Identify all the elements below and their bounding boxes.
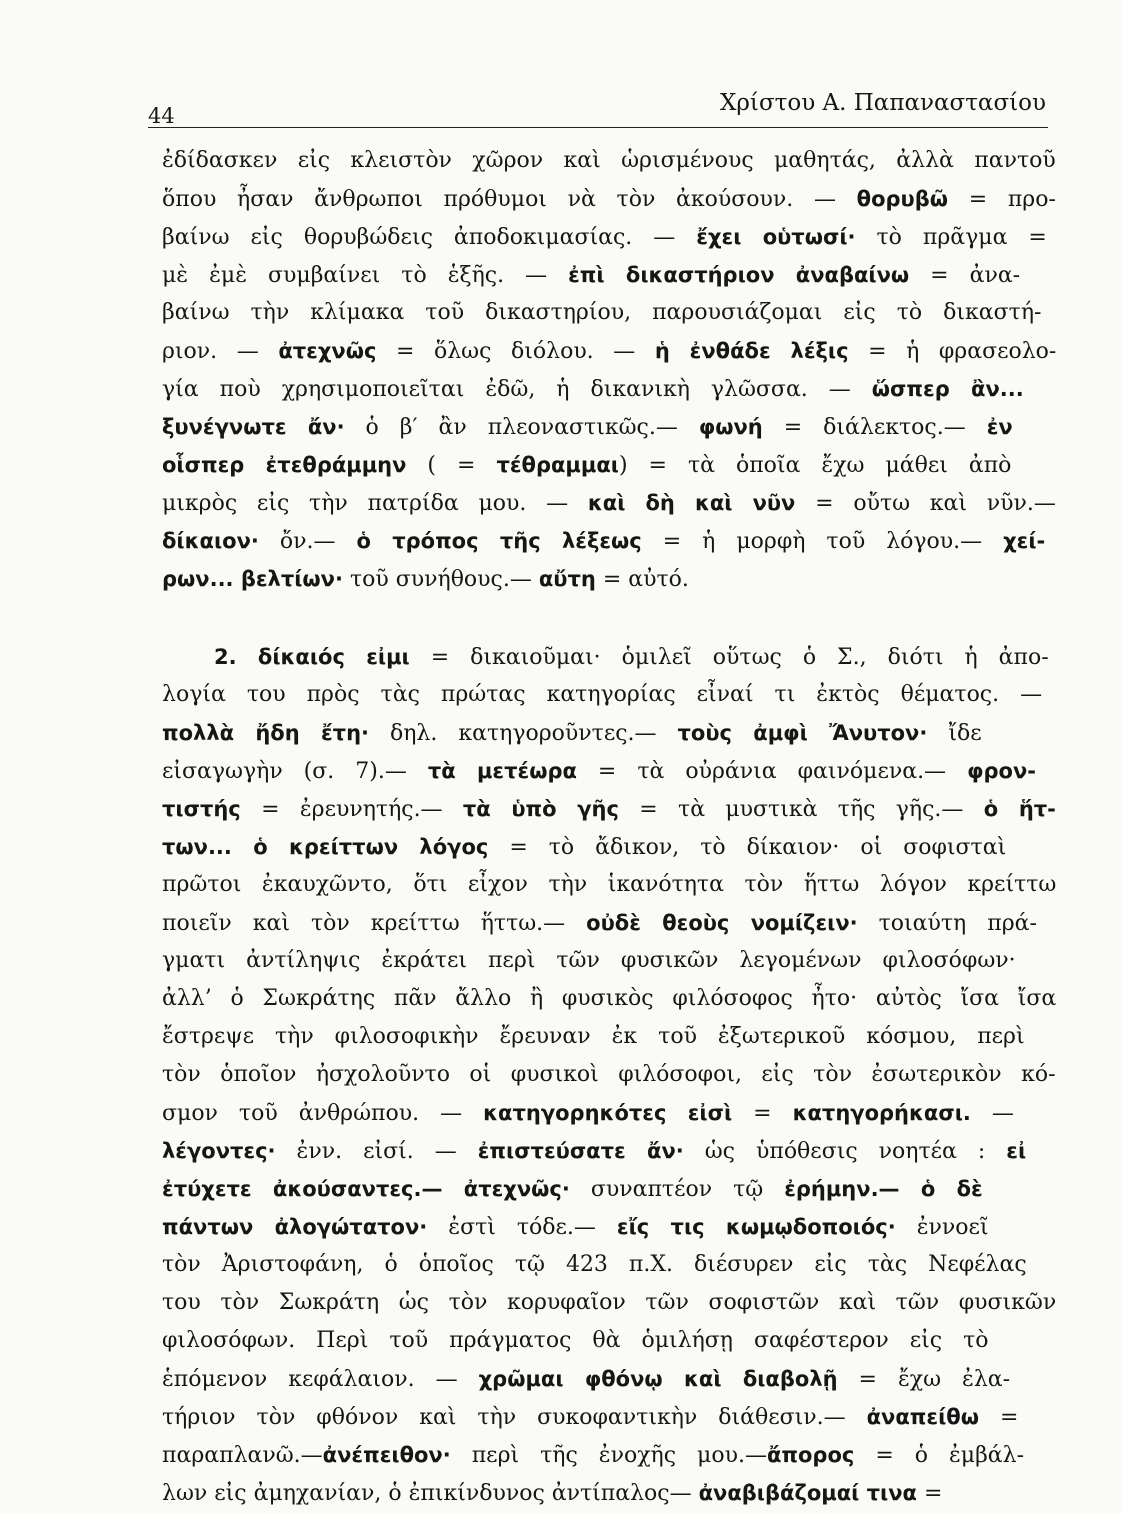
gloss-text: = bbox=[978, 1405, 1019, 1430]
lemma: τιστής bbox=[162, 797, 241, 821]
line-content bbox=[162, 1208, 989, 1247]
gloss-text: ἑπόμενον κεφάλαιον. — bbox=[162, 1367, 479, 1392]
lemma: εἰ bbox=[1006, 1139, 1027, 1163]
gloss-text: = ἡ φρασεολο- bbox=[848, 339, 1057, 364]
gloss-text: ἐνν. εἰσί. — bbox=[275, 1139, 478, 1164]
line-content bbox=[162, 1094, 1014, 1133]
lemma: ἐτύχετε ἀκούσαντες.— ἀτεχνῶς· bbox=[162, 1177, 570, 1201]
gloss-text: ἐστὶ τόδε.— bbox=[427, 1215, 617, 1240]
gloss-text: ποιεῖν καὶ τὸν κρείττω ἥττω.— bbox=[162, 911, 587, 936]
gloss-text: γματι ἀντίληψις ἐκράτει περὶ τῶν φυσικῶν λεγομένων φιλοσόφων· bbox=[162, 948, 1016, 973]
line-content bbox=[162, 676, 1042, 714]
lemma: τὰ ὑπὸ γῆς bbox=[462, 797, 619, 821]
line-content bbox=[162, 980, 1056, 1018]
text-line bbox=[162, 790, 1056, 828]
lemma: εἴς τις κωμῳδοποιός· bbox=[616, 1215, 896, 1239]
line-content bbox=[162, 1018, 1025, 1056]
line-content bbox=[162, 522, 1045, 561]
lemma: φωνή bbox=[698, 415, 763, 439]
lemma: πολλὰ ἤδη ἔτη· bbox=[162, 721, 370, 745]
text-line bbox=[162, 1056, 1056, 1094]
text-line bbox=[162, 676, 1056, 714]
gloss-text: ὄν.— bbox=[258, 529, 357, 554]
line-content bbox=[162, 904, 1037, 943]
lemma: ἡ ἐνθάδε λέξις bbox=[654, 339, 849, 363]
lemma: ρων... βελτίων· bbox=[162, 567, 343, 591]
text-line bbox=[162, 1094, 1056, 1132]
lemma: ἄπορος bbox=[766, 1443, 855, 1467]
lemma: ἔχει οὑτωσί· bbox=[696, 225, 856, 249]
commentary-text bbox=[162, 142, 1056, 1512]
paragraph-2 bbox=[162, 638, 1056, 1512]
lemma: ξυνέγνωτε ἄν· bbox=[162, 415, 345, 439]
text-line bbox=[162, 980, 1056, 1018]
gloss-text: = ὁ ἐμβάλ- bbox=[854, 1443, 1025, 1468]
text-line bbox=[162, 1474, 1056, 1512]
lemma: ἐν bbox=[986, 415, 1013, 439]
line-content bbox=[162, 484, 1056, 523]
gloss-text: τοῦ συνήθους.— bbox=[342, 567, 539, 592]
line-content bbox=[162, 714, 982, 753]
running-head: Χρίστου Α. Παπαναστασίου bbox=[720, 90, 1046, 116]
lemma: κατηγορηκότες εἰσὶ bbox=[483, 1101, 733, 1125]
gloss-text: περὶ τῆς ἐνοχῆς μου.— bbox=[450, 1443, 767, 1468]
gloss-text: του τὸν Σωκράτη ὡς τὸν κορυφαῖον τῶν σοφιστῶν καὶ τῶν φυσικῶν bbox=[162, 1290, 1057, 1315]
gloss-text: δηλ. κατηγοροῦντες.— bbox=[369, 721, 678, 746]
gloss-text: = bbox=[732, 1101, 793, 1126]
page-header bbox=[148, 86, 1048, 126]
page-number: 44 bbox=[148, 104, 175, 128]
lemma: οἷσπερ ἐτεθράμμην bbox=[162, 453, 407, 477]
line-content bbox=[162, 1322, 989, 1360]
line-content bbox=[162, 218, 1047, 257]
lemma: τὰ μετέωρα bbox=[427, 759, 577, 783]
lemma: δίκαιον· bbox=[162, 529, 259, 553]
text-line bbox=[162, 942, 1056, 980]
lemma: πάντων ἀλογώτατον· bbox=[162, 1215, 428, 1239]
gloss-text: = bbox=[916, 1481, 943, 1506]
lemma: ἀτεχνῶς bbox=[278, 339, 377, 363]
lemma: ἐπὶ δικαστήριον ἀναβαίνω bbox=[568, 263, 910, 287]
lemma: των... ὁ κρείττων λόγος bbox=[162, 835, 489, 859]
text-line bbox=[162, 1170, 1056, 1208]
lemma: χρῶμαι φθόνῳ καὶ διαβολῇ bbox=[478, 1367, 838, 1391]
gloss-text: συναπτέον τῷ bbox=[569, 1177, 785, 1202]
gloss-text: = δικαιοῦμαι· ὁμιλεῖ οὕτως ὁ Σ., διότι ἡ ἀπο- bbox=[409, 645, 1049, 670]
lemma: αὔτη bbox=[538, 567, 596, 591]
gloss-text: βαίνω εἰς θορυβώδεις ἀποδοκιμασίας. — bbox=[162, 225, 697, 250]
text-line bbox=[162, 256, 1056, 294]
gloss-text: ἀλλ’ ὁ Σωκράτης πᾶν ἄλλο ἢ φυσικὸς φιλόσοφος ἦτο· αὐτὸς ἴσα ἴσα bbox=[162, 986, 1057, 1011]
text-line bbox=[162, 294, 1056, 332]
gloss-text: ὁ β′ ἂν πλεοναστικῶς.— bbox=[344, 415, 699, 440]
text-line bbox=[162, 332, 1056, 370]
text-line bbox=[162, 180, 1056, 218]
gloss-text: ὡς ὑπόθεσις νοητέα : bbox=[683, 1139, 1007, 1164]
line-content bbox=[162, 180, 1056, 219]
text-line bbox=[162, 446, 1056, 484]
line-content bbox=[162, 942, 1016, 980]
lemma: φρον- bbox=[967, 759, 1036, 783]
gloss-text: παραπλανῶ.— bbox=[162, 1443, 323, 1468]
gloss-text: μὲ ἐμὲ συμβαίνει τὸ ἑξῆς. — bbox=[162, 263, 569, 288]
line-content bbox=[162, 1246, 1027, 1284]
gloss-text: μικρὸς εἰς τὴν πατρίδα μου. — bbox=[162, 491, 588, 516]
gloss-text: = ἐρευνητής.— bbox=[240, 797, 463, 822]
line-content bbox=[162, 1056, 1056, 1094]
line-content bbox=[162, 1170, 983, 1209]
line-content bbox=[162, 408, 1013, 447]
lemma: ὁ τρόπος τῆς λέξεως bbox=[356, 529, 642, 553]
lemma: τέθραμμαι bbox=[496, 453, 619, 477]
text-line bbox=[162, 1398, 1056, 1436]
lemma: καὶ δὴ καὶ νῦν bbox=[587, 491, 796, 515]
gloss-text: = τὸ ἄδικον, τὸ δίκαιον· οἱ σοφισταὶ bbox=[488, 835, 1007, 860]
text-line bbox=[162, 370, 1056, 408]
text-line bbox=[162, 904, 1056, 942]
gloss-text: τὸν Ἀριστοφάνη, ὁ ὁποῖος τῷ 423 π.Χ. διέσυρεν εἰς τὰς Νεφέλας bbox=[162, 1252, 1027, 1277]
lemma: ὥσπερ ἂν... bbox=[871, 377, 1024, 401]
text-line bbox=[162, 484, 1056, 522]
text-line bbox=[162, 142, 1056, 180]
gloss-text: = ὅλως διόλου. — bbox=[376, 339, 655, 364]
line-content bbox=[162, 370, 1024, 409]
line-content bbox=[162, 828, 1006, 867]
gloss-text: = τὰ οὐράνια φαινόμενα.— bbox=[576, 759, 968, 784]
text-line bbox=[162, 522, 1056, 560]
gloss-text: = ἀνα- bbox=[909, 263, 1021, 288]
gloss-text: εἰσαγωγὴν (σ. 7).— bbox=[162, 759, 428, 784]
gloss-text: σμον τοῦ ἀνθρώπου. — bbox=[162, 1101, 484, 1126]
line-content bbox=[162, 1360, 1010, 1399]
gloss-text: ) = τὰ ὁποῖα ἔχω μάθει ἀπὸ bbox=[618, 453, 1012, 478]
line-content bbox=[162, 1284, 1056, 1322]
gloss-text: — bbox=[970, 1101, 1014, 1126]
gloss-text: ἐννοεῖ bbox=[895, 1215, 989, 1240]
gloss-text: = αὐτό. bbox=[595, 567, 689, 592]
lemma: χεί- bbox=[1003, 529, 1046, 553]
text-line bbox=[162, 1246, 1056, 1284]
gloss-text: = ἡ μορφὴ τοῦ λόγου.— bbox=[641, 529, 1004, 554]
line-content bbox=[162, 866, 1056, 904]
lemma: ἀναπείθω bbox=[866, 1405, 979, 1429]
text-line bbox=[162, 866, 1056, 904]
text-line bbox=[162, 1018, 1056, 1056]
gloss-text: ἐδίδασκεν εἰς κλειστὸν χῶρον καὶ ὡρισμένους μαθητάς, ἀλλὰ παντοῦ bbox=[162, 148, 1056, 173]
line-content bbox=[162, 752, 1036, 791]
text-line bbox=[162, 714, 1056, 752]
gloss-text: τοιαύτη πρά- bbox=[857, 911, 1037, 936]
gloss-text: = οὔτω καὶ νῦν.— bbox=[795, 491, 1056, 516]
text-line bbox=[162, 1322, 1056, 1360]
gloss-text: φιλοσόφων. Περὶ τοῦ πράγματος θὰ ὁμιλήσῃ σαφέστερον εἰς τὸ bbox=[162, 1328, 989, 1353]
line-content bbox=[214, 638, 1049, 677]
text-line bbox=[162, 1284, 1056, 1322]
gloss-text: πρῶτοι ἐκαυχῶντο, ὅτι εἶχον τὴν ἱκανότητα τὸν ἥττω λόγον κρείττω bbox=[162, 872, 1057, 897]
lemma: οὐδὲ θεοὺς νομίζειν· bbox=[586, 911, 858, 935]
gloss-text: τὸ πρᾶγμα = bbox=[855, 225, 1047, 250]
line-content bbox=[162, 332, 1056, 371]
text-line bbox=[162, 752, 1056, 790]
text-line bbox=[162, 828, 1056, 866]
text-line bbox=[162, 218, 1056, 256]
line-content bbox=[162, 560, 689, 599]
gloss-text: τήριον τὸν φθόνον καὶ τὴν συκοφαντικὴν διάθεσιν.— bbox=[162, 1405, 867, 1430]
lemma: ὁ ἥτ- bbox=[983, 797, 1056, 821]
line-content bbox=[162, 1132, 1026, 1171]
gloss-text: ἔστρεψε τὴν φιλοσοφικὴν ἔρευναν ἐκ τοῦ ἐξωτερικοῦ κόσμου, περὶ bbox=[162, 1024, 1025, 1049]
gloss-text: ριον. — bbox=[162, 339, 279, 364]
lemma: τοὺς ἀμφὶ Ἄνυτον· bbox=[677, 721, 928, 745]
lemma: ἀνέπειθον· bbox=[322, 1443, 451, 1467]
gloss-text: τὸν ὁποῖον ἠσχολοῦντο οἱ φυσικοὶ φιλόσοφοι, εἰς τὸν ἐσωτερικὸν κό- bbox=[162, 1062, 1056, 1087]
lemma: ἐρήμην.— ὁ δὲ bbox=[784, 1177, 983, 1201]
text-line bbox=[162, 1436, 1056, 1474]
text-line bbox=[162, 1208, 1056, 1246]
line-content bbox=[162, 446, 1011, 485]
gloss-text: ὅπου ἦσαν ἄνθρωποι πρόθυμοι νὰ τὸν ἀκούσουν. — bbox=[162, 187, 857, 212]
lemma: ἐπιστεύσατε ἄν· bbox=[477, 1139, 684, 1163]
lemma: λέγοντες· bbox=[162, 1139, 276, 1163]
text-line bbox=[162, 408, 1056, 446]
line-content bbox=[162, 256, 1020, 295]
gloss-text: = τὰ μυστικὰ τῆς γῆς.— bbox=[618, 797, 984, 822]
gloss-text: βαίνω τὴν κλίμακα τοῦ δικαστηρίου, παρουσιάζομαι εἰς τὸ δικαστή- bbox=[162, 300, 1042, 325]
gloss-text: γία ποὺ χρησιμοποιεῖται ἐδῶ, ἡ δικανικὴ γλῶσσα. — bbox=[162, 377, 872, 402]
lemma: θορυβῶ bbox=[856, 187, 949, 211]
lemma: κατηγορήκασι. bbox=[792, 1101, 971, 1125]
gloss-text: λων εἰς ἀμηχανίαν, ὁ ἐπικίνδυνος ἀντίπαλος— bbox=[162, 1481, 699, 1506]
text-line bbox=[162, 560, 1056, 598]
text-line bbox=[162, 638, 1056, 676]
gloss-text: = διάλεκτος.— bbox=[762, 415, 987, 440]
gloss-text: = προ- bbox=[948, 187, 1056, 212]
lemma: 2. δίκαιός εἰμι bbox=[214, 645, 410, 669]
gloss-text: = ἔχω ἐλα- bbox=[837, 1367, 1011, 1392]
line-content bbox=[162, 790, 1056, 829]
header-rule bbox=[148, 127, 1048, 128]
line-content bbox=[162, 1474, 942, 1513]
line-content bbox=[162, 1398, 1018, 1437]
text-line bbox=[162, 1132, 1056, 1170]
line-content bbox=[162, 1436, 1024, 1475]
line-content bbox=[162, 294, 1041, 332]
gloss-text: ἴδε bbox=[927, 721, 982, 746]
line-content bbox=[162, 142, 1056, 180]
lemma: ἀναβιβάζομαί τινα bbox=[698, 1481, 917, 1505]
text-line bbox=[162, 1360, 1056, 1398]
paragraph-1 bbox=[162, 142, 1056, 598]
gloss-text: ( = bbox=[406, 453, 497, 478]
gloss-text: λογία του πρὸς τὰς πρώτας κατηγορίας εἶναί τι ἐκτὸς θέματος. — bbox=[162, 682, 1043, 707]
